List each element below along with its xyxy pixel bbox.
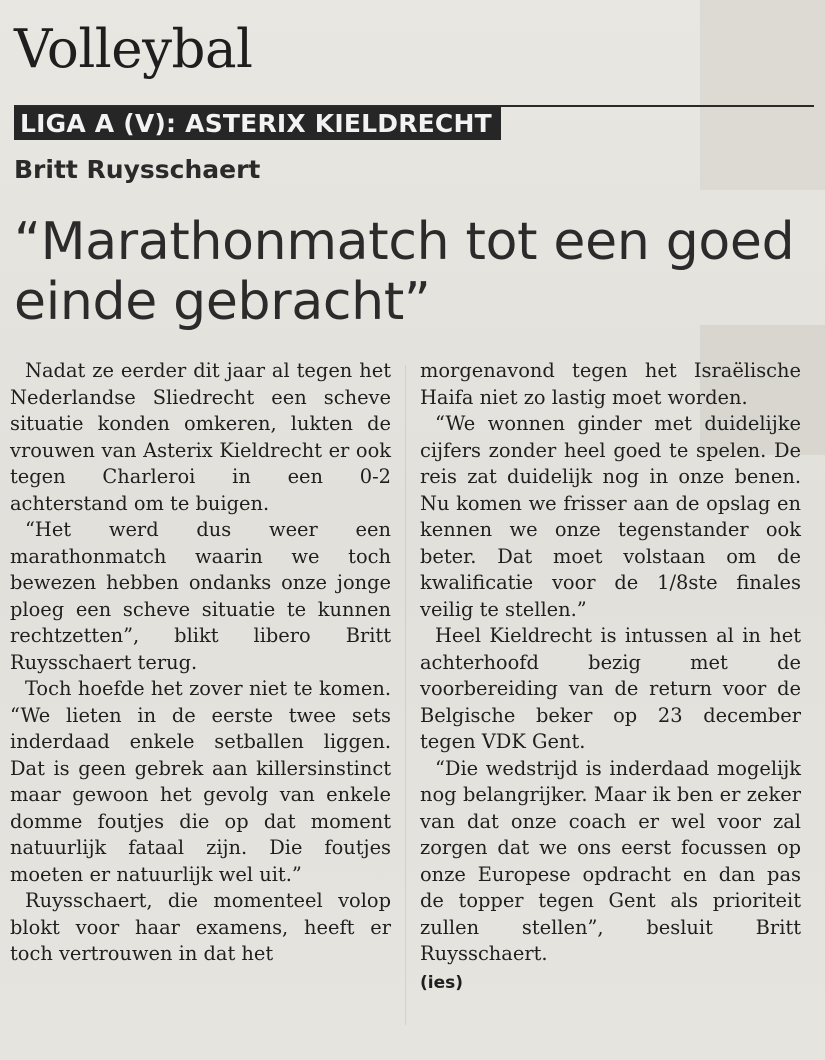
bleed-through-block (700, 0, 825, 190)
headline: “Marathonmatch tot een goed einde gebracht” (14, 212, 795, 332)
column-divider (405, 365, 406, 1025)
paragraph: “Het werd dus weer een marathonmatch waarin we toch bewezen hebben ondanks onze jonge ploeg een scheve situatie te kunnen rechtzetten”, blikt libero Britt Ruysschaert terug. (10, 518, 391, 674)
paragraph: Nadat ze eerder dit jaar al tegen het Nederlandse Sliedrecht een scheve situatie konden omkeren, lukten de vrouwen van Asterix Kieldrecht er ook tegen Charleroi in een 0-2 achterstand om te buigen. (10, 359, 391, 515)
paragraph: Toch hoefde het zover niet te komen. “We lieten in de eerste twee sets inderdaad enkele setballen liggen. Dat is geen gebrek aan killersinstinct maar gewoon het gevolg van enkele domme foutjes die op dat moment natuurlijk fataal zijn. Die foutjes moeten er natuurlijk wel uit.” (10, 677, 391, 886)
paragraph: “We wonnen ginder met duidelijke cijfers zonder heel goed te spelen. De reis zat duidelijk nog in onze benen. Nu komen we frisser aan de opslag en kennen we onze tegenstander ook beter. Dat moet volstaan om de kwalificatie voor de 1/8ste finales veilig te stellen.” (420, 412, 801, 621)
byline: Britt Ruysschaert (14, 155, 261, 184)
author-signature: (ies) (420, 972, 464, 993)
paragraph: morgenavond tegen het Israëlische Haifa niet zo lastig moet worden. (420, 359, 801, 409)
article-column-right (420, 358, 801, 996)
kicker-banner: LIGA A (V): ASTERIX KIELDRECHT (14, 107, 501, 140)
paragraph: Ruysschaert, die momenteel volop blokt voor haar examens, heeft er toch vertrouwen in dat het (10, 889, 391, 965)
section-title: Volleybal (14, 19, 253, 80)
paragraph: Heel Kieldrecht is intussen al in het achterhoofd bezig met de voorbereiding van de return voor de Belgische beker op 23 december tegen VDK Gent. (420, 624, 801, 753)
paragraph: “Die wedstrijd is inderdaad mogelijk nog belangrijker. Maar ik ben er zeker van dat onze coach er wel voor zal zorgen dat we ons eerst focussen op onze Europese opdracht en dan pas de topper tegen Gent als prioriteit zullen stellen”, besluit Britt Ruysschaert. (420, 756, 801, 965)
article-column-left (10, 358, 391, 968)
